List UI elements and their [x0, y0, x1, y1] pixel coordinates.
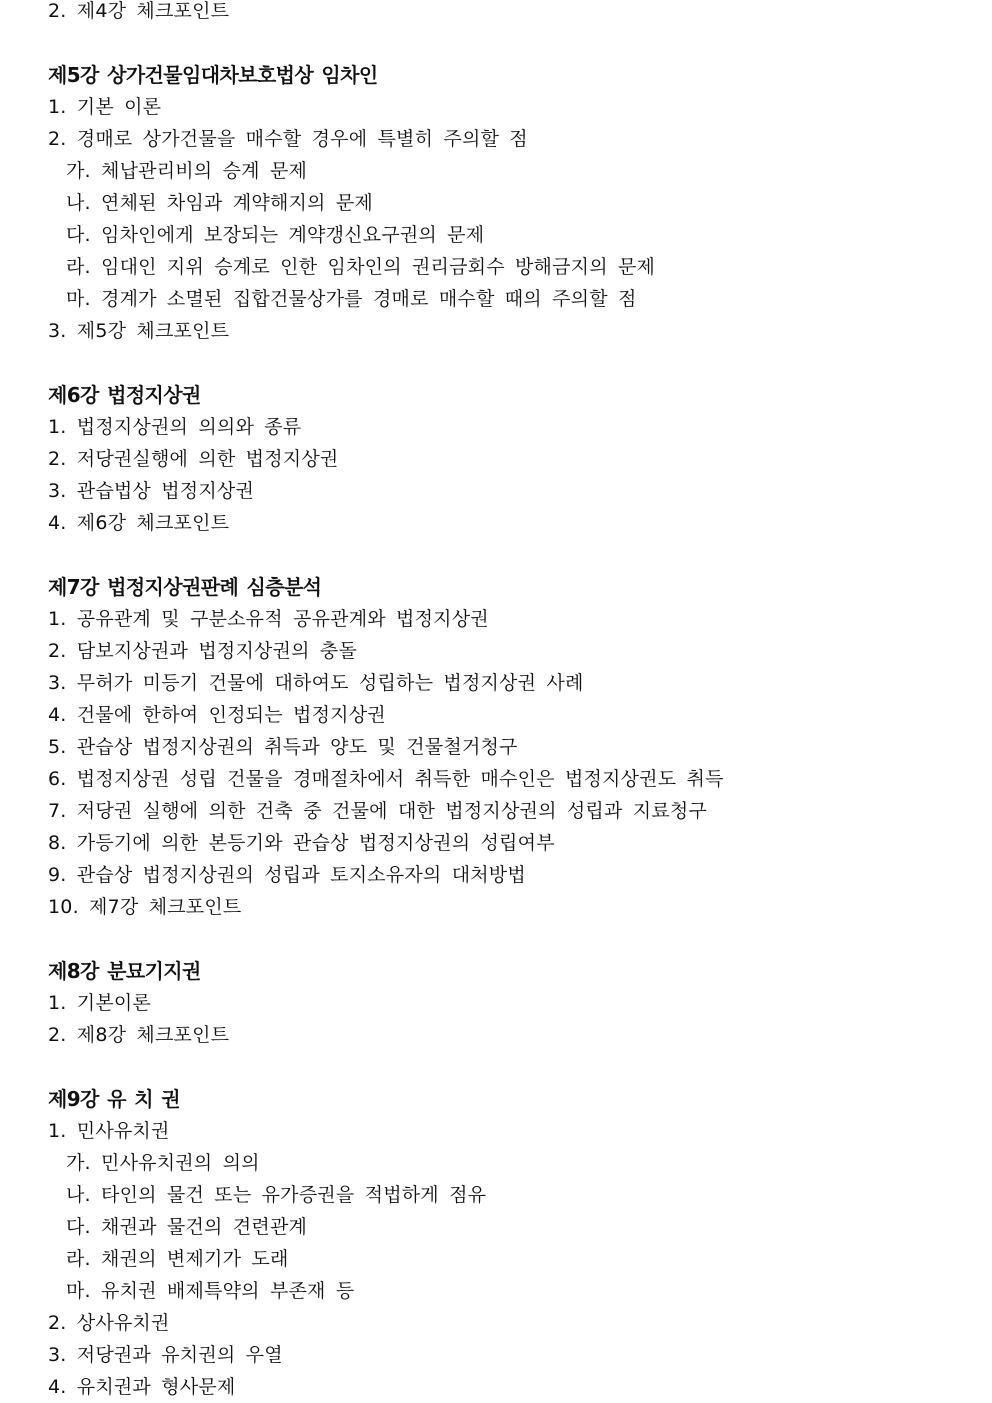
list-item: 4. 유치권과 형사문제 [48, 1376, 236, 1398]
list-item: 2. 상사유치권 [48, 1312, 170, 1334]
sub-list-item: 다. 채권과 물건의 견련관계 [66, 1216, 308, 1238]
section-lecture-8 [48, 955, 229, 1051]
sub-list-item: 나. 타인의 물건 또는 유가증권을 적법하게 점유 [66, 1184, 487, 1206]
list-item: 2. 제4강 체크포인트 [48, 0, 230, 22]
sub-list-item: 가. 민사유치권의 의의 [66, 1152, 260, 1174]
section-continued [48, 0, 229, 27]
section-lecture-5 [48, 59, 655, 347]
list-item: 2. 제8강 체크포인트 [48, 1024, 230, 1046]
list-item: 2. 저당권실행에 의한 법정지상권 [48, 448, 339, 470]
list-item: 2. 경매로 상가건물을 매수할 경우에 특별히 주의할 점 [48, 128, 528, 150]
list-item: 7. 저당권 실행에 의한 건축 중 건물에 대한 법정지상권의 성립과 지료청구 [48, 800, 707, 822]
section-heading: 제5강 상가건물임대차보호법상 임차인 [48, 63, 378, 87]
list-item: 2. 담보지상권과 법정지상권의 충돌 [48, 640, 358, 662]
sub-list-item: 마. 경계가 소멸된 집합건물상가를 경매로 매수할 때의 주의할 점 [66, 288, 637, 310]
sub-list-item: 라. 임대인 지위 승계로 인한 임차인의 권리금회수 방해금지의 문제 [66, 256, 656, 278]
list-item: 1. 기본이론 [48, 992, 151, 1014]
sub-list-item: 라. 채권의 변제기가 도래 [66, 1248, 289, 1270]
section-lecture-9 [48, 1083, 486, 1403]
list-item: 4. 제6강 체크포인트 [48, 512, 230, 534]
list-item: 4. 건물에 한하여 인정되는 법정지상권 [48, 704, 386, 726]
list-item: 1. 공유관계 및 구분소유적 공유관계와 법정지상권 [48, 608, 489, 630]
section-lecture-6 [48, 379, 338, 539]
list-item: 3. 제5강 체크포인트 [48, 320, 230, 342]
sub-list-item: 다. 임차인에게 보장되는 계약갱신요구권의 문제 [66, 224, 485, 246]
section-heading: 제7강 법정지상권판례 심층분석 [48, 575, 322, 599]
list-item: 1. 민사유치권 [48, 1120, 170, 1142]
section-lecture-7 [48, 571, 724, 923]
list-item: 1. 기본 이론 [48, 96, 162, 118]
section-heading: 제9강 유 치 권 [48, 1087, 181, 1111]
list-item: 5. 관습상 법정지상권의 취득과 양도 및 건물철거청구 [48, 736, 518, 758]
list-item: 9. 관습상 법정지상권의 성립과 토지소유자의 대처방법 [48, 864, 526, 886]
sub-list-item: 나. 연체된 차임과 계약해지의 문제 [66, 192, 373, 214]
list-item: 3. 관습법상 법정지상권 [48, 480, 254, 502]
section-heading: 제8강 분묘기지권 [48, 959, 201, 983]
list-item: 3. 무허가 미등기 건물에 대하여도 성립하는 법정지상권 사례 [48, 672, 584, 694]
sub-list-item: 가. 체납관리비의 승계 문제 [66, 160, 308, 182]
section-heading: 제6강 법정지상권 [48, 383, 201, 407]
list-item: 10. 제7강 체크포인트 [48, 896, 242, 918]
list-item: 6. 법정지상권 성립 건물을 경매절차에서 취득한 매수인은 법정지상권도 취득 [48, 768, 724, 790]
list-item: 8. 가등기에 의한 본등기와 관습상 법정지상권의 성립여부 [48, 832, 555, 854]
list-item: 1. 법정지상권의 의의와 종류 [48, 416, 302, 438]
sub-list-item: 마. 유치권 배제특약의 부존재 등 [66, 1280, 355, 1302]
list-item: 3. 저당권과 유치권의 우열 [48, 1344, 283, 1366]
